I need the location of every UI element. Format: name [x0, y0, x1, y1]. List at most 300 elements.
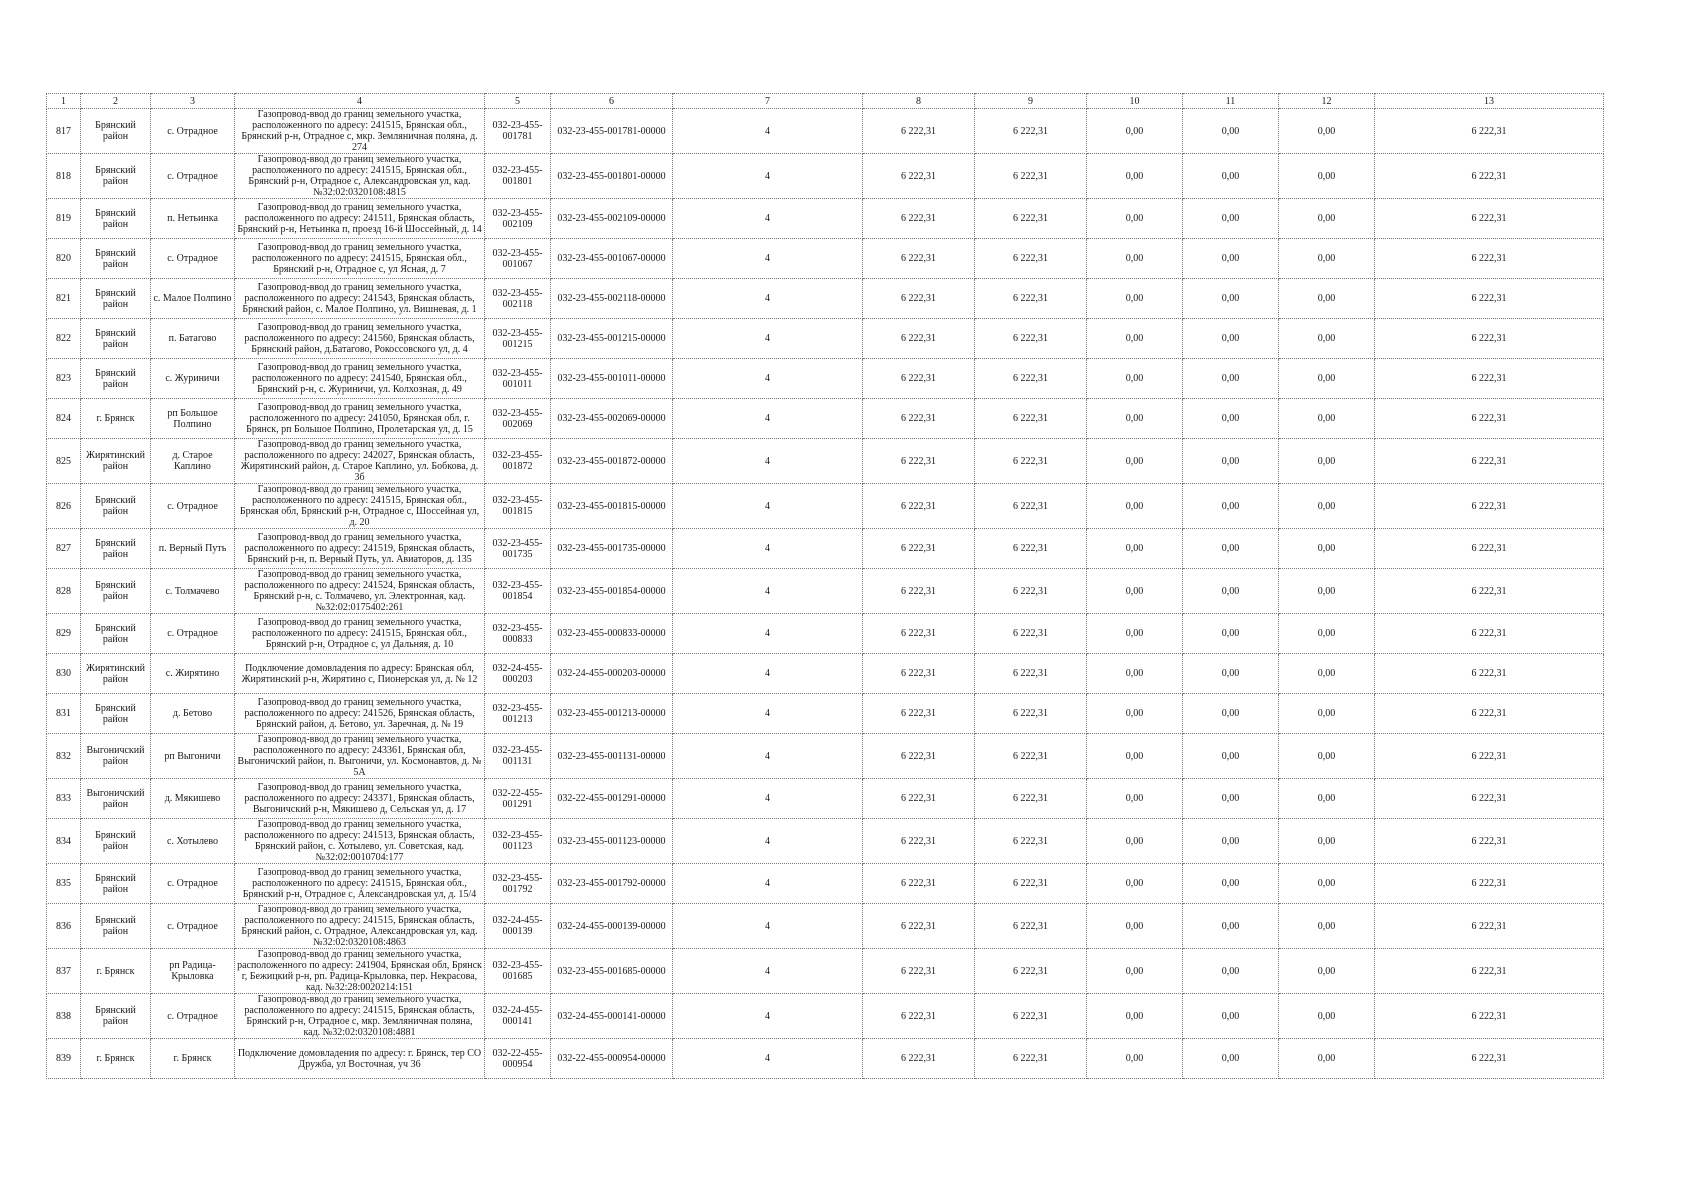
col-9-cell: 6 222,31	[975, 239, 1087, 279]
col-12-cell: 0,00	[1279, 109, 1375, 154]
col-12-cell: 0,00	[1279, 279, 1375, 319]
col-12-cell: 0,00	[1279, 359, 1375, 399]
col-10-cell: 0,00	[1087, 734, 1183, 779]
col-8-cell: 6 222,31	[863, 994, 975, 1039]
locality-cell: с. Отрадное	[151, 239, 235, 279]
table-row	[47, 399, 1604, 439]
district-cell: Жирятинский район	[81, 439, 151, 484]
column-header: 13	[1375, 94, 1604, 109]
col-9-cell: 6 222,31	[975, 109, 1087, 154]
col-10-cell: 0,00	[1087, 1039, 1183, 1079]
col-9-cell: 6 222,31	[975, 319, 1087, 359]
object-code-cell: 032-23-455-001067	[485, 239, 551, 279]
row-number: 835	[47, 864, 81, 904]
full-code-cell: 032-23-455-001685-00000	[551, 949, 673, 994]
table-row	[47, 569, 1604, 614]
col-9-cell: 6 222,31	[975, 779, 1087, 819]
col-11-cell: 0,00	[1183, 949, 1279, 994]
row-number: 822	[47, 319, 81, 359]
district-cell: Брянский район	[81, 109, 151, 154]
col-9-cell: 6 222,31	[975, 994, 1087, 1039]
col-13-cell: 6 222,31	[1375, 949, 1604, 994]
col-13-cell: 6 222,31	[1375, 819, 1604, 864]
col-13-cell: 6 222,31	[1375, 904, 1604, 949]
locality-cell: д. Мякишево	[151, 779, 235, 819]
table-body	[47, 109, 1604, 1079]
full-code-cell: 032-23-455-001815-00000	[551, 484, 673, 529]
locality-cell: д. Старое Каплино	[151, 439, 235, 484]
column-header: 12	[1279, 94, 1375, 109]
col-8-cell: 6 222,31	[863, 819, 975, 864]
col-11-cell: 0,00	[1183, 819, 1279, 864]
object-code-cell: 032-23-455-001815	[485, 484, 551, 529]
column-header: 8	[863, 94, 975, 109]
table-row	[47, 279, 1604, 319]
row-number: 827	[47, 529, 81, 569]
locality-cell: с. Отрадное	[151, 109, 235, 154]
col-7-cell: 4	[673, 569, 863, 614]
row-number: 820	[47, 239, 81, 279]
col-11-cell: 0,00	[1183, 734, 1279, 779]
col-13-cell: 6 222,31	[1375, 529, 1604, 569]
district-cell: Брянский район	[81, 994, 151, 1039]
description-cell: Газопровод-ввод до границ земельного участка, расположенного по адресу: 241515, Брянская обл., Брянский р-н, Отрадное с, ул Ясная, д. 7	[235, 239, 485, 279]
description-cell: Газопровод-ввод до границ земельного участка, расположенного по адресу: 241515, Брянская обл., Брянский р-н, Отрадное с, ул Дальняя, д. 10	[235, 614, 485, 654]
col-9-cell: 6 222,31	[975, 904, 1087, 949]
district-cell: Брянский район	[81, 904, 151, 949]
col-7-cell: 4	[673, 199, 863, 239]
row-number: 831	[47, 694, 81, 734]
col-9-cell: 6 222,31	[975, 569, 1087, 614]
col-9-cell: 6 222,31	[975, 399, 1087, 439]
row-number: 838	[47, 994, 81, 1039]
col-7-cell: 4	[673, 279, 863, 319]
locality-cell: п. Батагово	[151, 319, 235, 359]
col-11-cell: 0,00	[1183, 569, 1279, 614]
locality-cell: с. Отрадное	[151, 614, 235, 654]
full-code-cell: 032-23-455-002109-00000	[551, 199, 673, 239]
col-8-cell: 6 222,31	[863, 779, 975, 819]
col-11-cell: 0,00	[1183, 904, 1279, 949]
full-code-cell: 032-23-455-001213-00000	[551, 694, 673, 734]
locality-cell: с. Малое Полпино	[151, 279, 235, 319]
object-code-cell: 032-24-455-000141	[485, 994, 551, 1039]
locality-cell: с. Отрадное	[151, 864, 235, 904]
object-code-cell: 032-23-455-001854	[485, 569, 551, 614]
col-12-cell: 0,00	[1279, 529, 1375, 569]
object-code-cell: 032-23-455-001872	[485, 439, 551, 484]
col-12-cell: 0,00	[1279, 199, 1375, 239]
description-cell: Газопровод-ввод до границ земельного участка, расположенного по адресу: 241511, Брянская область, Брянский р-н, Нетьинка п, проезд 16-й Шоссейный, д. 14	[235, 199, 485, 239]
col-13-cell: 6 222,31	[1375, 779, 1604, 819]
col-7-cell: 4	[673, 239, 863, 279]
col-8-cell: 6 222,31	[863, 734, 975, 779]
col-11-cell: 0,00	[1183, 359, 1279, 399]
col-11-cell: 0,00	[1183, 529, 1279, 569]
col-12-cell: 0,00	[1279, 694, 1375, 734]
object-code-cell: 032-23-455-001685	[485, 949, 551, 994]
col-11-cell: 0,00	[1183, 694, 1279, 734]
row-number: 837	[47, 949, 81, 994]
district-cell: г. Брянск	[81, 399, 151, 439]
full-code-cell: 032-23-455-002118-00000	[551, 279, 673, 319]
col-10-cell: 0,00	[1087, 399, 1183, 439]
object-code-cell: 032-22-455-001291	[485, 779, 551, 819]
full-code-cell: 032-23-455-001792-00000	[551, 864, 673, 904]
district-cell: Брянский район	[81, 239, 151, 279]
full-code-cell: 032-23-455-001123-00000	[551, 819, 673, 864]
col-7-cell: 4	[673, 154, 863, 199]
col-8-cell: 6 222,31	[863, 904, 975, 949]
table-row	[47, 994, 1604, 1039]
col-9-cell: 6 222,31	[975, 279, 1087, 319]
col-13-cell: 6 222,31	[1375, 694, 1604, 734]
description-cell: Газопровод-ввод до границ земельного участка, расположенного по адресу: 241560, Брянская область, Брянский район, д.Батагово, Рокоссовского ул, д. 4	[235, 319, 485, 359]
table-row	[47, 319, 1604, 359]
register-table	[46, 93, 1604, 1079]
col-8-cell: 6 222,31	[863, 949, 975, 994]
description-cell: Газопровод-ввод до границ земельного участка, расположенного по адресу: 241513, Брянская область, Брянский район, с. Хотылево, ул. Советская, кад. №32:02:0010704:177	[235, 819, 485, 864]
full-code-cell: 032-23-455-001801-00000	[551, 154, 673, 199]
col-13-cell: 6 222,31	[1375, 734, 1604, 779]
full-code-cell: 032-24-455-000141-00000	[551, 994, 673, 1039]
table-row	[47, 864, 1604, 904]
table-row	[47, 154, 1604, 199]
col-11-cell: 0,00	[1183, 614, 1279, 654]
col-8-cell: 6 222,31	[863, 239, 975, 279]
table-row	[47, 484, 1604, 529]
district-cell: Брянский район	[81, 614, 151, 654]
district-cell: Жирятинский район	[81, 654, 151, 694]
col-12-cell: 0,00	[1279, 484, 1375, 529]
object-code-cell: 032-23-455-001213	[485, 694, 551, 734]
row-number: 817	[47, 109, 81, 154]
full-code-cell: 032-23-455-001872-00000	[551, 439, 673, 484]
description-cell: Подключение домовладения по адресу: г. Брянск, тер СО Дружба, ул Восточная, уч 36	[235, 1039, 485, 1079]
district-cell: Брянский район	[81, 279, 151, 319]
description-cell: Газопровод-ввод до границ земельного участка, расположенного по адресу: 241524, Брянская область, Брянский р-н, с. Толмачево, ул. Электронная, кад. №32:02:0175402:261	[235, 569, 485, 614]
col-7-cell: 4	[673, 949, 863, 994]
locality-cell: с. Отрадное	[151, 994, 235, 1039]
col-10-cell: 0,00	[1087, 154, 1183, 199]
table-row	[47, 529, 1604, 569]
col-13-cell: 6 222,31	[1375, 654, 1604, 694]
col-12-cell: 0,00	[1279, 779, 1375, 819]
table-row	[47, 109, 1604, 154]
locality-cell: с. Толмачево	[151, 569, 235, 614]
column-header: 10	[1087, 94, 1183, 109]
row-number: 823	[47, 359, 81, 399]
col-11-cell: 0,00	[1183, 439, 1279, 484]
full-code-cell: 032-23-455-002069-00000	[551, 399, 673, 439]
col-8-cell: 6 222,31	[863, 654, 975, 694]
table-row	[47, 239, 1604, 279]
col-13-cell: 6 222,31	[1375, 439, 1604, 484]
col-13-cell: 6 222,31	[1375, 614, 1604, 654]
row-number: 818	[47, 154, 81, 199]
col-13-cell: 6 222,31	[1375, 279, 1604, 319]
col-10-cell: 0,00	[1087, 359, 1183, 399]
col-10-cell: 0,00	[1087, 199, 1183, 239]
col-7-cell: 4	[673, 439, 863, 484]
locality-cell: г. Брянск	[151, 1039, 235, 1079]
col-13-cell: 6 222,31	[1375, 864, 1604, 904]
col-7-cell: 4	[673, 994, 863, 1039]
col-12-cell: 0,00	[1279, 439, 1375, 484]
description-cell: Газопровод-ввод до границ земельного участка, расположенного по адресу: 241904, Брянская обл, Брянск г, Бежицкий р-н, рп. Радица-Крыловка, пер. Некрасова, кад. №32:28:0020214:151	[235, 949, 485, 994]
col-7-cell: 4	[673, 399, 863, 439]
col-9-cell: 6 222,31	[975, 654, 1087, 694]
col-13-cell: 6 222,31	[1375, 569, 1604, 614]
col-11-cell: 0,00	[1183, 154, 1279, 199]
row-number: 819	[47, 199, 81, 239]
locality-cell: с. Отрадное	[151, 154, 235, 199]
col-7-cell: 4	[673, 109, 863, 154]
col-9-cell: 6 222,31	[975, 154, 1087, 199]
col-12-cell: 0,00	[1279, 569, 1375, 614]
table-row	[47, 904, 1604, 949]
col-8-cell: 6 222,31	[863, 484, 975, 529]
full-code-cell: 032-23-455-001854-00000	[551, 569, 673, 614]
col-9-cell: 6 222,31	[975, 484, 1087, 529]
district-cell: Выгоничский район	[81, 734, 151, 779]
description-cell: Газопровод-ввод до границ земельного участка, расположенного по адресу: 241515, Брянская область, Брянский р-н, Отрадное с, мкр. Земляничная поляна, кад. №32:02:0320108:4881	[235, 994, 485, 1039]
district-cell: г. Брянск	[81, 1039, 151, 1079]
district-cell: Брянский район	[81, 199, 151, 239]
district-cell: Брянский район	[81, 484, 151, 529]
locality-cell: рп Большое Полпино	[151, 399, 235, 439]
row-number: 824	[47, 399, 81, 439]
object-code-cell: 032-22-455-000954	[485, 1039, 551, 1079]
col-10-cell: 0,00	[1087, 949, 1183, 994]
col-10-cell: 0,00	[1087, 569, 1183, 614]
col-8-cell: 6 222,31	[863, 319, 975, 359]
col-8-cell: 6 222,31	[863, 399, 975, 439]
col-7-cell: 4	[673, 904, 863, 949]
col-11-cell: 0,00	[1183, 484, 1279, 529]
col-10-cell: 0,00	[1087, 864, 1183, 904]
col-8-cell: 6 222,31	[863, 199, 975, 239]
col-10-cell: 0,00	[1087, 779, 1183, 819]
description-cell: Подключение домовладения по адресу: Брянская обл, Жирятинский р-н, Жирятино с, Пионерская ул, д. № 12	[235, 654, 485, 694]
col-8-cell: 6 222,31	[863, 1039, 975, 1079]
table-row	[47, 694, 1604, 734]
col-8-cell: 6 222,31	[863, 359, 975, 399]
col-12-cell: 0,00	[1279, 994, 1375, 1039]
col-7-cell: 4	[673, 864, 863, 904]
description-cell: Газопровод-ввод до границ земельного участка, расположенного по адресу: 243371, Брянская область, Выгоничский р-н, Мякишево д, Сельская ул, д. 17	[235, 779, 485, 819]
col-9-cell: 6 222,31	[975, 694, 1087, 734]
col-11-cell: 0,00	[1183, 109, 1279, 154]
column-header: 9	[975, 94, 1087, 109]
district-cell: Брянский район	[81, 694, 151, 734]
col-9-cell: 6 222,31	[975, 614, 1087, 654]
description-cell: Газопровод-ввод до границ земельного участка, расположенного по адресу: 242027, Брянская область, Жирятинский район, д. Старое Каплино, ул. Бобкова, д. 3б	[235, 439, 485, 484]
table-row	[47, 949, 1604, 994]
col-11-cell: 0,00	[1183, 239, 1279, 279]
col-10-cell: 0,00	[1087, 439, 1183, 484]
row-number: 833	[47, 779, 81, 819]
col-10-cell: 0,00	[1087, 654, 1183, 694]
table-row	[47, 654, 1604, 694]
col-8-cell: 6 222,31	[863, 864, 975, 904]
description-cell: Газопровод-ввод до границ земельного участка, расположенного по адресу: 241515, Брянская обл., Брянская обл, Брянский р-н, Отрадное с, Шоссейная ул, д. 20	[235, 484, 485, 529]
district-cell: Брянский район	[81, 529, 151, 569]
district-cell: Брянский район	[81, 819, 151, 864]
col-9-cell: 6 222,31	[975, 529, 1087, 569]
col-11-cell: 0,00	[1183, 779, 1279, 819]
description-cell: Газопровод-ввод до границ земельного участка, расположенного по адресу: 241515, Брянская обл., Брянский р-н, Отрадное с, Александровская ул, д. 15/4	[235, 864, 485, 904]
table-row	[47, 439, 1604, 484]
object-code-cell: 032-23-455-001801	[485, 154, 551, 199]
description-cell: Газопровод-ввод до границ земельного участка, расположенного по адресу: 241515, Брянская область, Брянский район, с. Отрадное, Александровская ул, кад. №32:02:0320108:4863	[235, 904, 485, 949]
table-row	[47, 734, 1604, 779]
row-number: 829	[47, 614, 81, 654]
col-11-cell: 0,00	[1183, 864, 1279, 904]
col-10-cell: 0,00	[1087, 994, 1183, 1039]
header-row	[47, 94, 1604, 109]
col-12-cell: 0,00	[1279, 864, 1375, 904]
col-9-cell: 6 222,31	[975, 949, 1087, 994]
object-code-cell: 032-23-455-001792	[485, 864, 551, 904]
object-code-cell: 032-23-455-001215	[485, 319, 551, 359]
row-number: 832	[47, 734, 81, 779]
table-row	[47, 1039, 1604, 1079]
col-12-cell: 0,00	[1279, 614, 1375, 654]
col-12-cell: 0,00	[1279, 819, 1375, 864]
full-code-cell: 032-22-455-000954-00000	[551, 1039, 673, 1079]
description-cell: Газопровод-ввод до границ земельного участка, расположенного по адресу: 241050, Брянская обл, г. Брянск, рп Большое Полпино, Пролетарская ул, д. 15	[235, 399, 485, 439]
col-13-cell: 6 222,31	[1375, 239, 1604, 279]
col-8-cell: 6 222,31	[863, 109, 975, 154]
col-9-cell: 6 222,31	[975, 359, 1087, 399]
table-row	[47, 819, 1604, 864]
description-cell: Газопровод-ввод до границ земельного участка, расположенного по адресу: 241519, Брянская область, Брянский р-н, п. Верный Путь, ул. Авиаторов, д. 135	[235, 529, 485, 569]
description-cell: Газопровод-ввод до границ земельного участка, расположенного по адресу: 241515, Брянская обл., Брянский р-н, Отрадное с, мкр. Земляничная поляна, д. 274	[235, 109, 485, 154]
col-7-cell: 4	[673, 734, 863, 779]
col-10-cell: 0,00	[1087, 279, 1183, 319]
full-code-cell: 032-23-455-001067-00000	[551, 239, 673, 279]
full-code-cell: 032-23-455-001215-00000	[551, 319, 673, 359]
col-13-cell: 6 222,31	[1375, 319, 1604, 359]
table-row	[47, 614, 1604, 654]
col-11-cell: 0,00	[1183, 1039, 1279, 1079]
column-header: 6	[551, 94, 673, 109]
description-cell: Газопровод-ввод до границ земельного участка, расположенного по адресу: 241540, Брянская обл., Брянский р-н, с. Журиничи, ул. Колхозная, д. 49	[235, 359, 485, 399]
col-8-cell: 6 222,31	[863, 279, 975, 319]
locality-cell: с. Журиничи	[151, 359, 235, 399]
col-8-cell: 6 222,31	[863, 614, 975, 654]
table-row	[47, 779, 1604, 819]
locality-cell: рп Выгоничи	[151, 734, 235, 779]
col-8-cell: 6 222,31	[863, 694, 975, 734]
full-code-cell: 032-24-455-000139-00000	[551, 904, 673, 949]
object-code-cell: 032-23-455-001131	[485, 734, 551, 779]
locality-cell: рп Радица-Крыловка	[151, 949, 235, 994]
district-cell: Выгоничский район	[81, 779, 151, 819]
object-code-cell: 032-24-455-000203	[485, 654, 551, 694]
col-13-cell: 6 222,31	[1375, 154, 1604, 199]
col-7-cell: 4	[673, 654, 863, 694]
col-9-cell: 6 222,31	[975, 199, 1087, 239]
col-13-cell: 6 222,31	[1375, 359, 1604, 399]
locality-cell: д. Бетово	[151, 694, 235, 734]
object-code-cell: 032-23-455-002118	[485, 279, 551, 319]
col-10-cell: 0,00	[1087, 529, 1183, 569]
col-11-cell: 0,00	[1183, 654, 1279, 694]
column-header: 2	[81, 94, 151, 109]
col-10-cell: 0,00	[1087, 904, 1183, 949]
object-code-cell: 032-23-455-002109	[485, 199, 551, 239]
col-7-cell: 4	[673, 614, 863, 654]
locality-cell: с. Отрадное	[151, 484, 235, 529]
locality-cell: с. Отрадное	[151, 904, 235, 949]
col-10-cell: 0,00	[1087, 239, 1183, 279]
full-code-cell: 032-23-455-001781-00000	[551, 109, 673, 154]
col-12-cell: 0,00	[1279, 949, 1375, 994]
col-12-cell: 0,00	[1279, 904, 1375, 949]
row-number: 839	[47, 1039, 81, 1079]
district-cell: Брянский район	[81, 319, 151, 359]
col-7-cell: 4	[673, 819, 863, 864]
column-header: 5	[485, 94, 551, 109]
col-11-cell: 0,00	[1183, 994, 1279, 1039]
row-number: 821	[47, 279, 81, 319]
col-12-cell: 0,00	[1279, 154, 1375, 199]
col-13-cell: 6 222,31	[1375, 1039, 1604, 1079]
row-number: 828	[47, 569, 81, 614]
col-9-cell: 6 222,31	[975, 439, 1087, 484]
row-number: 825	[47, 439, 81, 484]
col-7-cell: 4	[673, 1039, 863, 1079]
locality-cell: с. Жирятино	[151, 654, 235, 694]
row-number: 834	[47, 819, 81, 864]
district-cell: г. Брянск	[81, 949, 151, 994]
col-10-cell: 0,00	[1087, 319, 1183, 359]
col-10-cell: 0,00	[1087, 109, 1183, 154]
col-9-cell: 6 222,31	[975, 1039, 1087, 1079]
col-12-cell: 0,00	[1279, 319, 1375, 359]
column-header: 4	[235, 94, 485, 109]
table-row	[47, 359, 1604, 399]
col-13-cell: 6 222,31	[1375, 109, 1604, 154]
object-code-cell: 032-23-455-001735	[485, 529, 551, 569]
object-code-cell: 032-24-455-000139	[485, 904, 551, 949]
object-code-cell: 032-23-455-001011	[485, 359, 551, 399]
column-header: 11	[1183, 94, 1279, 109]
full-code-cell: 032-22-455-001291-00000	[551, 779, 673, 819]
full-code-cell: 032-23-455-001131-00000	[551, 734, 673, 779]
col-11-cell: 0,00	[1183, 319, 1279, 359]
column-header: 1	[47, 94, 81, 109]
row-number: 830	[47, 654, 81, 694]
full-code-cell: 032-24-455-000203-00000	[551, 654, 673, 694]
district-cell: Брянский район	[81, 359, 151, 399]
district-cell: Брянский район	[81, 864, 151, 904]
col-13-cell: 6 222,31	[1375, 994, 1604, 1039]
description-cell: Газопровод-ввод до границ земельного участка, расположенного по адресу: 243361, Брянская обл, Выгоничский район, п. Выгоничи, ул. Космонавтов, д. № 5А	[235, 734, 485, 779]
description-cell: Газопровод-ввод до границ земельного участка, расположенного по адресу: 241543, Брянская область, Брянский район, с. Малое Полпино, ул. Вишневая, д. 1	[235, 279, 485, 319]
col-9-cell: 6 222,31	[975, 734, 1087, 779]
col-10-cell: 0,00	[1087, 484, 1183, 529]
col-13-cell: 6 222,31	[1375, 199, 1604, 239]
col-13-cell: 6 222,31	[1375, 484, 1604, 529]
col-12-cell: 0,00	[1279, 239, 1375, 279]
locality-cell: п. Верный Путь	[151, 529, 235, 569]
column-header: 7	[673, 94, 863, 109]
column-header: 3	[151, 94, 235, 109]
object-code-cell: 032-23-455-000833	[485, 614, 551, 654]
